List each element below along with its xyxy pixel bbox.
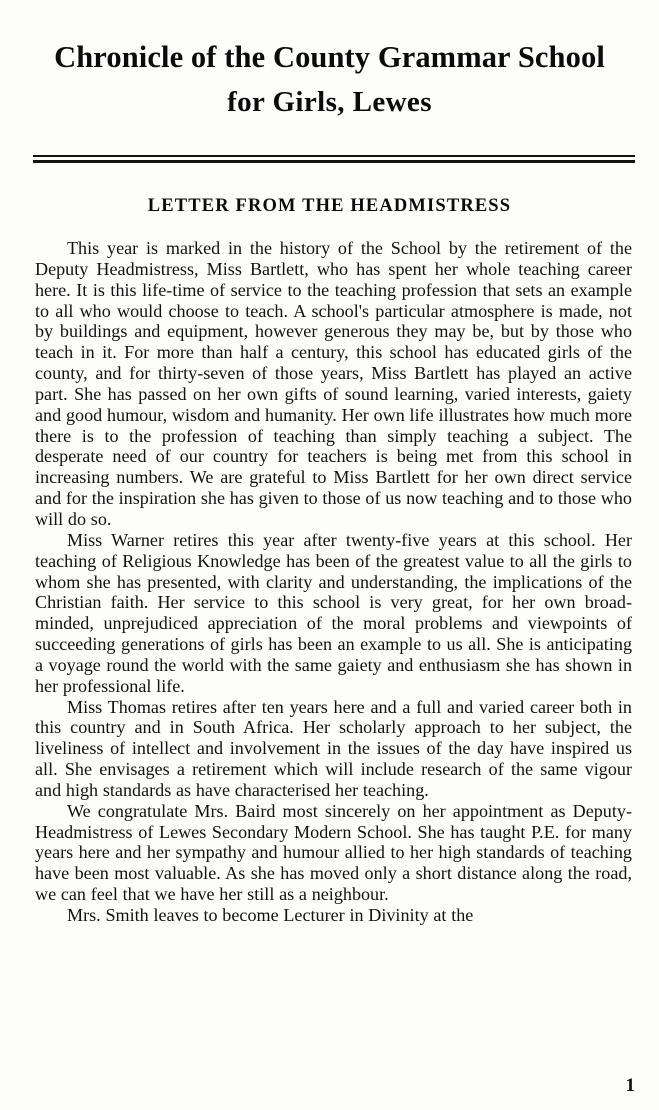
page-number: 1 xyxy=(625,1075,635,1096)
paragraph-2: Miss Warner retires this year after twenty-five years at this school. Her teaching of Religious Knowledge has been of the greatest value to all the girls to whom she has presented, with clarity and understanding, the implications of the Christian faith. Her service to this school is very great, for her own broad-minded, unprejudiced appreciation of the moral problems and viewpoints of succeeding generations of girls has been an example to us all. She is anticipating a voyage round the world with the same gaiety and enthusiasm she has shown in her professional life. xyxy=(35,529,632,696)
section-heading: LETTER FROM THE HEADMISTRESS xyxy=(147,196,512,216)
double-rule-divider xyxy=(33,155,635,164)
body-text-column xyxy=(35,238,632,926)
paragraph-1: This year is marked in the history of the School by the retirement of the Deputy Headmistress, Miss Bartlett, who has spent her whole teaching career here. It is this life-time of service to the teaching profession that sets an example to all who would choose to teach. A school's particular atmosphere is made, not by buildings and equipment, however generous they may be, but by those who teach in it. For more than half a century, this school has educated girls of the county, and for thirty-seven of those years, Miss Bartlett has played an active part. She has passed on her own gifts of sound learning, varied interests, gaiety and good humour, wisdom and humanity. Her own life illustrates how much more there is to the profession of teaching than simply teaching a subject. The desperate need of our country for teachers is being met from this school in increasing numbers. We are grateful to Miss Bartlett for her own direct service and for the inspiration she has given to those of us now teaching and to those who will do so. xyxy=(35,238,632,529)
paragraph-3: Miss Thomas retires after ten years here and a full and varied career both in this country and in South Africa. Her scholarly approach to her subject, the liveliness of intellect and involvement in the issues of the day have inspired us all. She envisages a retirement which will include research of the same vigour and high standards as have characterised her teaching. xyxy=(35,696,632,800)
paragraph-4: We congratulate Mrs. Baird most sincerely on her appointment as Deputy-Headmistress of Lewes Secondary Modern School. She has taught P.E. for many years here and her sympathy and humour allied to her high standards of teaching have been most valuable. As she has moved only a short distance along the road, we can feel that we have her still as a neighbour. xyxy=(35,800,632,905)
publication-masthead xyxy=(0,34,659,124)
divider-rule-lower xyxy=(33,160,635,163)
masthead-title-line-1: Chronicle of the County Grammar School xyxy=(54,40,605,74)
paragraph-5-truncated: Mrs. Smith leaves to become Lecturer in Divinity at the xyxy=(67,905,474,925)
divider-rule-upper xyxy=(33,155,635,157)
masthead-title-line-2: for Girls, Lewes xyxy=(227,86,432,118)
